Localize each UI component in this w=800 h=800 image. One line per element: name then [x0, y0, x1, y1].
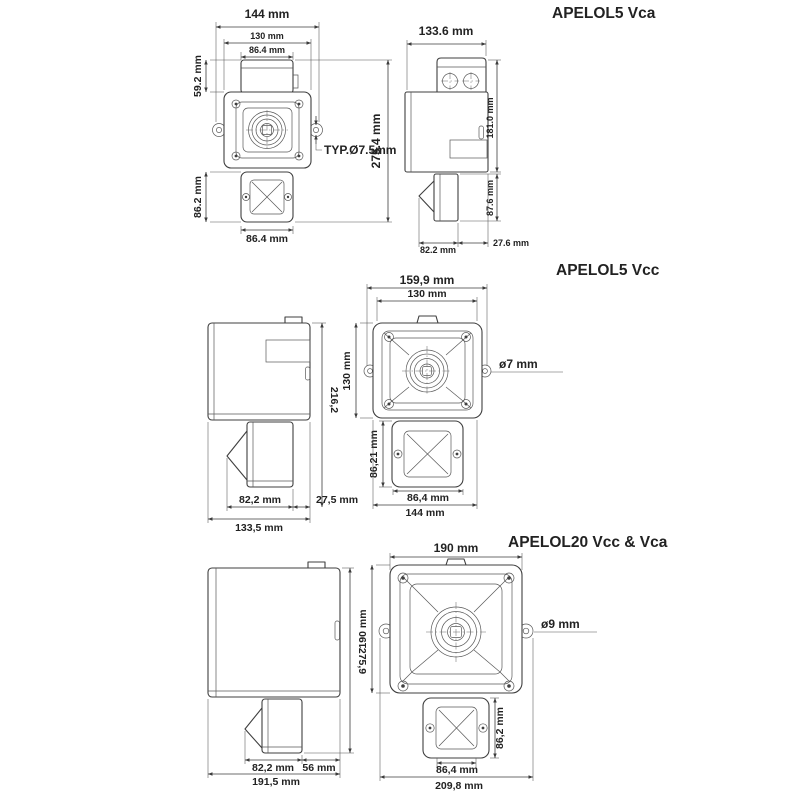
dim-width-flange: 190 mm [433, 541, 479, 555]
dim-height-horn: 86,2 mm [494, 706, 506, 750]
dim-mounting-hole: ø9 mm [541, 617, 580, 631]
dim-width-horn: 86,4 mm [435, 764, 479, 776]
dim-mounting-hole: ø7 mm [499, 357, 538, 371]
dim-horn-depth: 82.2 mm [419, 245, 457, 255]
dim-body-height: 181.0 mm [485, 97, 495, 139]
dim-width-overall: 159,9 mm [399, 273, 455, 287]
back-box [241, 60, 298, 93]
dim-overall-width: 144 mm [244, 7, 290, 21]
dim-back-box-height: 59.2 mm [192, 54, 204, 98]
dim-horn-depth: 82,2 mm [251, 762, 295, 774]
dim-horn-offset: 27,5 mm [316, 494, 359, 506]
dim-horn-offset: 27.6 mm [493, 238, 530, 248]
section-title: APELOL20 Vcc & Vca [508, 534, 668, 551]
flange [373, 316, 482, 418]
dim-back-box-width: 86.4 mm [248, 45, 286, 55]
dim-depth-overall: 133.6 mm [418, 24, 474, 38]
dim-width-base: 144 mm [405, 507, 445, 519]
dim-flange-width: 130 mm [250, 31, 284, 41]
dim-height-flange: 130 mm [341, 351, 353, 391]
flange [390, 559, 522, 693]
dim-width-flange: 130 mm [407, 288, 447, 300]
dim-overall-height: 275.4 mm [369, 113, 383, 169]
dim-height-flange: 190 mm [357, 609, 369, 649]
dim-width-overall: 209,8 mm [435, 780, 483, 792]
dim-height-overall: 216,2 [328, 386, 340, 414]
dim-horn-height: 86.2 mm [192, 175, 204, 219]
dim-mounting-hole-note: TYP.Ø7.5mm [324, 143, 397, 157]
body [208, 317, 310, 420]
dim-depth-overall: 133,5 mm [235, 522, 283, 534]
dim-horn-depth: 82,2 mm [238, 494, 282, 506]
dim-horn-width: 86.4 mm [245, 233, 289, 245]
dim-height-overall: 275,9 [356, 647, 368, 675]
dim-height-horn: 86,21 mm [368, 430, 380, 478]
horn [392, 421, 463, 487]
dim-horn-height: 87.6 mm [485, 179, 495, 217]
horn [241, 172, 293, 222]
section-title: APELOL5 Vca [552, 5, 656, 22]
horn [423, 698, 489, 758]
dim-depth-overall: 191,5 mm [252, 776, 300, 788]
dim-width-horn: 86,4 mm [406, 492, 450, 504]
dim-horn-offset: 56 mm [302, 762, 336, 774]
flange [224, 92, 311, 168]
body [208, 562, 340, 697]
section-title: APELOL5 Vcc [556, 262, 660, 279]
